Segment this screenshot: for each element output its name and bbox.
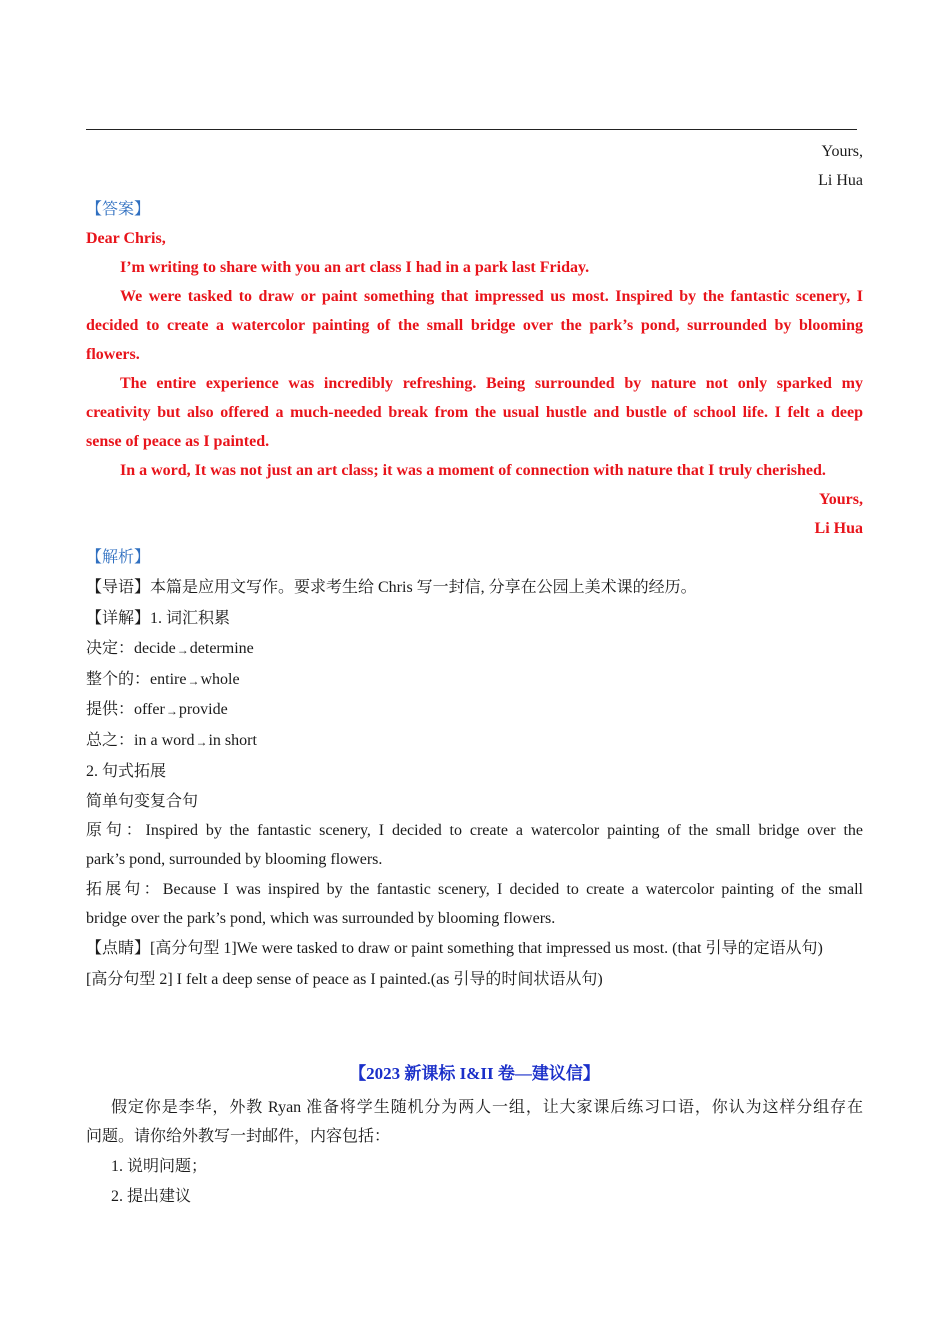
original-sentence-line-2: park’s pond, surrounded by blooming flowers.	[86, 851, 383, 868]
vocab-from: decide	[134, 640, 176, 657]
task-item-2: 2. 提出建议	[111, 1188, 192, 1205]
vocab-from: entire	[150, 671, 187, 688]
arrow-icon: →	[195, 735, 208, 749]
answer-salutation: Dear Chris,	[86, 230, 166, 247]
answer-closing: Yours,	[818, 491, 863, 508]
answer-paragraph-3-line-1: The entire experience was incredibly refreshing. Being surrounded by nature not only sparked my	[120, 375, 863, 392]
expanded-sentence-line-2: bridge over the park’s pond, which was surrounded by blooming flowers.	[86, 910, 556, 927]
analysis-label: 【解析】	[86, 549, 151, 566]
vocab-item	[86, 669, 863, 691]
sentence-heading: 2. 句式拓展	[86, 763, 167, 780]
vocab-cn: 整个的：	[86, 671, 151, 688]
section-title: 【2023 新课标 I&II 卷—建议信】	[349, 1064, 600, 1083]
vocab-to: determine	[189, 640, 254, 657]
vocab-cn: 提供：	[86, 701, 135, 718]
answer-paragraph-2-line-3: flowers.	[86, 346, 140, 363]
vocab-item	[86, 730, 863, 752]
vocab-cn: 总之：	[86, 732, 135, 749]
task-prompt-line-2: 问题。请你给外教写一封邮件，内容包括：	[86, 1128, 391, 1145]
vocab-to: in short	[208, 732, 257, 749]
task-item-1: 1. 说明问题；	[111, 1158, 208, 1175]
analysis-intro: 【导语】本篇是应用文写作。要求考生给 Chris 写一封信, 分享在公园上美术课的经历。	[86, 579, 697, 596]
expanded-sentence-line-1: 拓展句：Because I was inspired by the fantastic scenery, I decided to create a watercolor painting of the small	[86, 881, 863, 898]
vocab-item	[86, 638, 863, 660]
answer-signature: Li Hua	[814, 520, 863, 537]
vocab-from: in a word	[134, 732, 195, 749]
analysis-detail-heading: 【详解】1. 词汇积累	[86, 610, 231, 627]
answer-paragraph-4: In a word, It was not just an art class; it was a moment of connection with nature that I truly cherished.	[120, 462, 826, 479]
arrow-icon: →	[187, 674, 200, 688]
vocab-item	[86, 699, 863, 721]
answer-paragraph-2-line-2: decided to create a watercolor painting of the small bridge over the park’s pond, surrounded by blooming	[86, 317, 863, 334]
task-prompt-line-1: 假定你是李华，外教 Ryan 准备将学生随机分为两人一组，让大家课后练习口语，你认为这样分组存在	[111, 1099, 863, 1116]
letter-closing: Yours,	[821, 143, 863, 160]
vocab-cn: 决定：	[86, 640, 135, 657]
answer-paragraph-3-line-3: sense of peace as I painted.	[86, 433, 270, 450]
letter-signature: Li Hua	[818, 172, 863, 189]
answer-paragraph-3-line-2: creativity but also offered a much-needed break from the usual hustle and bustle of school life. I felt a deep	[86, 404, 863, 421]
answer-paragraph-2-line-1: We were tasked to draw or paint something that impressed us most. Inspired by the fantastic scenery, I	[120, 288, 863, 305]
answer-line-rule	[86, 129, 857, 130]
answer-label: 【答案】	[86, 201, 151, 218]
vocab-to: whole	[200, 671, 240, 688]
original-sentence-line-1: 原句：Inspired by the fantastic scenery, I decided to create a watercolor painting of the small bridge over the	[86, 822, 863, 839]
highlight-line-1: 【点睛】[高分句型 1]We were tasked to draw or paint something that impressed us most. (that 引导的定语从句)	[86, 940, 823, 957]
arrow-icon: →	[165, 704, 178, 718]
vocab-to: provide	[178, 701, 228, 718]
sentence-subheading: 简单句变复合句	[86, 793, 199, 810]
arrow-icon: →	[176, 643, 189, 657]
vocab-from: offer	[134, 701, 165, 718]
answer-paragraph-1: I’m writing to share with you an art class I had in a park last Friday.	[120, 259, 590, 276]
highlight-line-2: [高分句型 2] I felt a deep sense of peace as I painted.(as 引导的时间状语从句)	[86, 971, 603, 988]
